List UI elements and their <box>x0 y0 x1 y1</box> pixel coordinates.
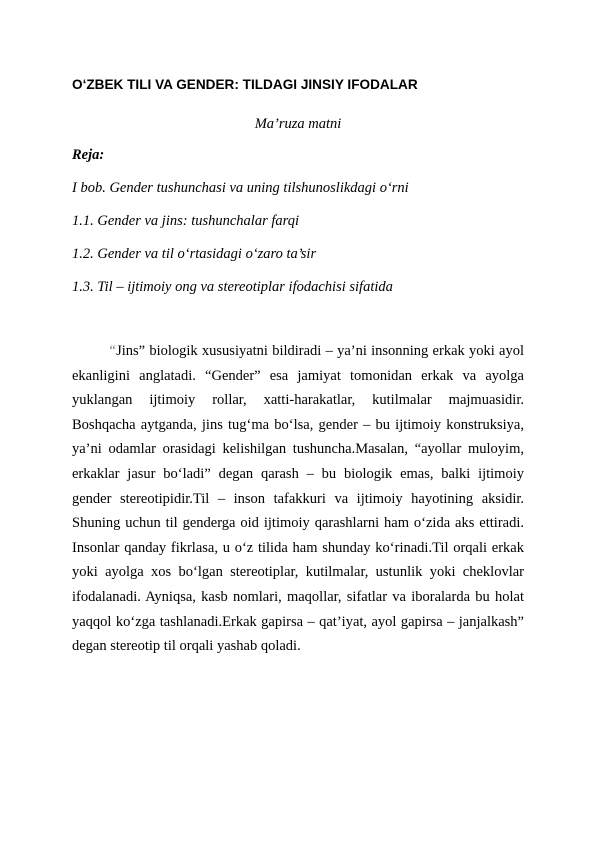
plan-label: Reja: <box>72 147 105 163</box>
document-subtitle: Ma’ruza matni <box>254 116 342 132</box>
plan-item: I bob. Gender tushunchasi va uning tilshunoslikdagi o‘rni <box>72 180 409 196</box>
plan-item: 1.2. Gender va til o‘rtasidagi o‘zaro ta’sir <box>72 246 317 262</box>
paragraph-text: Jins” biologik xususiyatni bildiradi – ya’ni insonning erkak yoki ayol ekanligini anglatadi. “Gender” esa jamiyat tomonidan erkak va ayolga yuklangan ijtimoiy rollar, xatti-harakatlar, kutilmalar majmuasidir. Boshqacha aytganda, jins tug‘ma bo‘lsa, gender – bu ijtimoiy konstruksiya, ya’ni odamlar orasidagi kelishilgan tushuncha.Masalan, “ayollar muloyim, erkaklar jasur bo‘ladi” degan qarash – bu biologik emas, balki ijtimoiy gender stereotipidir.Til – inson tafakkuri va ijtimoiy hayotining aksidir. Shuning uchun til genderga oid ijtimoiy qarashlarni ham o‘zida aks ettiradi. Insonlar qanday fikrlasa, u o‘z tilida ham shunday ko‘rinadi.Til orqali erkak yoki ayolga xos bo‘lgan stereotiplar, kutilmalar, ustunlik yoki cheklovlar ifodalanadi. Ayniqsa, kasb nomlari, maqollar, sifatlar va iboralarda bu holat yaqqol ko‘zga tashlanadi.Erkak gapirsa – qat’iyat, ayol gapirsa – janjalkash” degan stereotip til orqali yashab qoladi. <box>72 343 524 655</box>
plan-list <box>72 178 524 297</box>
plan-item: 1.3. Til – ijtimoiy ong va stereotiplar ifodachisi sifatida <box>72 279 393 295</box>
document-title: O‘ZBEK TILI VA GENDER: TILDAGI JINSIY IFODALAR <box>72 77 418 92</box>
plan-item: 1.1. Gender va jins: tushunchalar farqi <box>72 213 300 229</box>
paragraph-lead-quote: “ <box>108 343 117 359</box>
body-paragraph <box>72 339 524 659</box>
